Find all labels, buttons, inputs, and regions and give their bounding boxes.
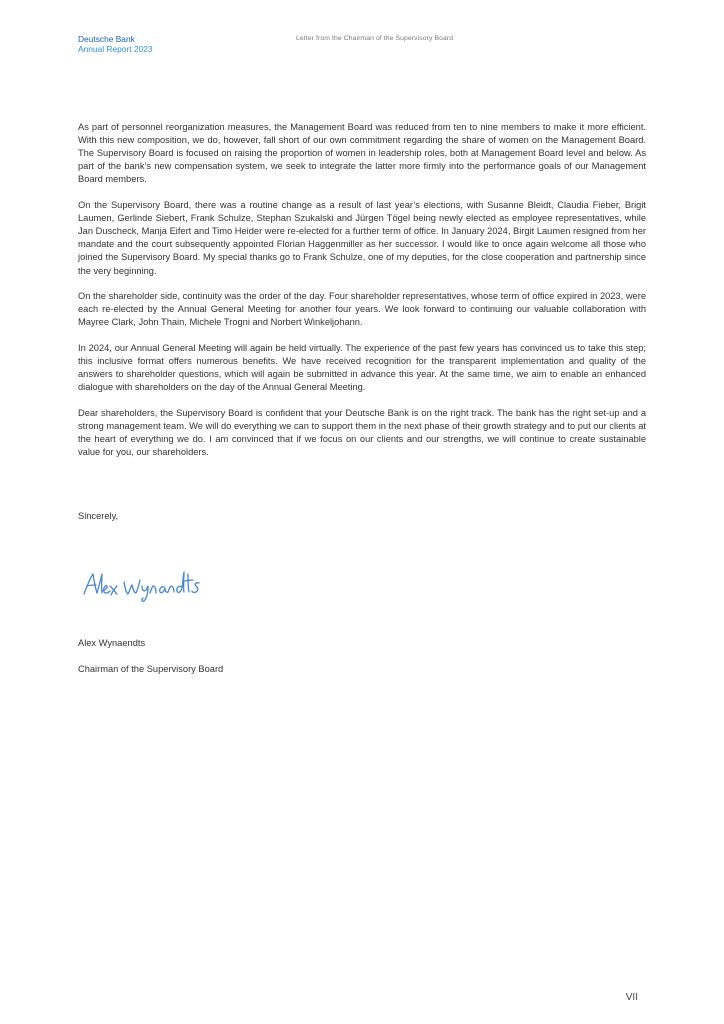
- paragraph-shareholder-side: On the shareholder side, continuity was the order of the day. Four shareholder representatives, whose term of office expired in 2023, were each re-elected by the Annual General Meeting for another four years. We look forward to continuing our valuable collaboration with Mayree Clark, John Thain, Michele Trogni and Norbert Winkeljohann.: [78, 291, 646, 328]
- signer-name: Alex Wynaendts: [78, 638, 146, 648]
- section-title: Letter from the Chairman of the Supervisory Board: [296, 35, 454, 42]
- salutation: Sincerely,: [78, 511, 119, 521]
- report-name: Annual Report 2023: [78, 44, 153, 54]
- page-number: VII: [625, 992, 638, 1003]
- paragraph-dear-shareholders: Dear shareholders, the Supervisory Board is confident that your Deutsche Bank is on the right track. The bank has the right set-up and a strong management team. We will do everything we can to support them in the next phase of their growth strategy and to put our clients at the heart of everything we do. I am convinced that if we focus on our clients and our strengths, we will continue to create sustainable value for you, our shareholders.: [78, 408, 646, 458]
- paragraph-supervisory-elections: On the Supervisory Board, there was a routine change as a result of last year’s elections, with Susanne Bleidt, Claudia Fieber, Brigit Laumen, Gerlinde Siebert, Frank Schulze, Stephan Szukalski and Jürgen Tögel being newly elected as employee representatives, while Jan Duscheck, Manja Eifert and Timo Heider were re-elected for a further term of office. In January 2024, Birgit Laumen resigned from her mandate and the court subsequently appointed Florian Haggenmiller as her successor. I would like to once again welcome all those who joined the Supervisory Board. My special thanks go to Frank Schulze, one of my deputies, for the close cooperation and partnership since the very beginning.: [78, 200, 646, 276]
- signer-title: Chairman of the Supervisory Board: [78, 664, 224, 674]
- brand-block: [78, 34, 153, 54]
- paragraph-board-composition: As part of personnel reorganization measures, the Management Board was reduced from ten to nine members to make it more efficient. With this new composition, we do, however, fall short of our own commitment regarding the share of women on the Management Board. The Supervisory Board is focused on raising the proportion of women in leadership roles, both at Management Board level and below. As part of the bank’s new compensation system, we seek to integrate the latter more firmly into the performance goals of our Management Board members.: [78, 122, 646, 185]
- brand-name: Deutsche Bank: [78, 34, 135, 44]
- letter-body: [78, 121, 646, 472]
- paragraph-annual-general-meeting: In 2024, our Annual General Meeting will again be held virtually. The experience of the past few years has convinced us to take this step; this inclusive format offers numerous benefits. We have received recognition for the transparent implementation and quality of the answers to shareholder questions, which will again be submitted in advance this year. At the same time, we aim to enable an enhanced dialogue with shareholders on the day of the Annual General Meeting.: [78, 343, 646, 393]
- handwritten-signature: [80, 566, 230, 606]
